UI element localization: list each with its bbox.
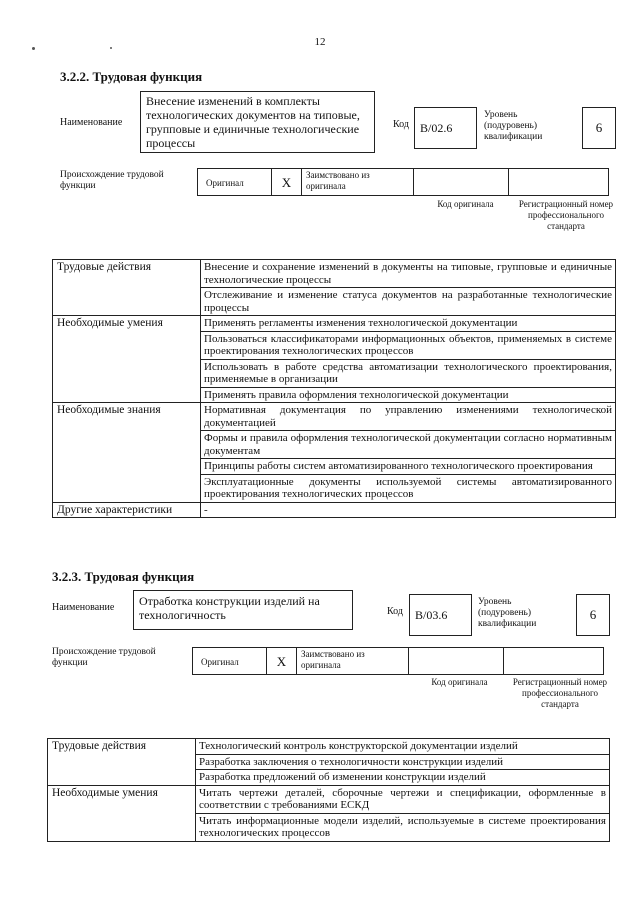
- borrowed-label-322: Заимствовано из оригинала: [302, 168, 414, 196]
- code-label-323: Код: [387, 606, 403, 617]
- row-item: Технологический контроль конструкторской документации изделий: [196, 739, 610, 755]
- row-item: Применять правила оформления технологической документации: [201, 387, 616, 403]
- row-header: Необходимые знания: [53, 403, 201, 503]
- code-value-323: В/03.6: [409, 594, 472, 636]
- original-label-322: Оригинал: [197, 168, 272, 196]
- row-header: Трудовые действия: [48, 739, 196, 786]
- original-mark-322: X: [272, 168, 302, 196]
- row-item: Разработка заключения о технологичности конструкции изделий: [196, 754, 610, 770]
- table-row: [48, 739, 610, 755]
- row-item: Пользоваться классификаторами информационных объектов, применяемых в системе проектирования технологических процессов: [201, 331, 616, 359]
- name-value-322: Внесение изменений в комплекты технологических документов на типовые, групповые и единичные технологические процессы: [140, 91, 375, 153]
- reg-number-cell-323: [504, 647, 604, 675]
- row-item: Использовать в работе средства автоматизации технологического проектирования, применяемые в организации: [201, 359, 616, 387]
- table-row: [53, 502, 616, 518]
- name-label-323: Наименование: [52, 602, 115, 613]
- scan-mark: [110, 47, 112, 49]
- table-row: [53, 403, 616, 431]
- row-item: Отслеживание и изменение статуса документов на разработанные технологические процессы: [201, 288, 616, 316]
- row-header: Другие характеристики: [53, 502, 201, 518]
- code-original-label-322: Код оригинала: [437, 199, 494, 209]
- row-item: Эксплуатационные документы используемой системы автоматизированного проектирования технологических процессов: [201, 474, 616, 502]
- function-table-322: [52, 259, 616, 518]
- reg-number-label-323: Регистрационный номер профессионального стандарта: [512, 677, 608, 709]
- row-header: Трудовые действия: [53, 260, 201, 316]
- code-original-cell-322: [414, 168, 509, 196]
- code-original-label-323: Код оригинала: [431, 677, 488, 687]
- row-item: Принципы работы систем автоматизированного технологического проектирования: [201, 459, 616, 475]
- table-row: [53, 260, 616, 288]
- row-item: Формы и правила оформления технологической документации согласно нормативным документам: [201, 431, 616, 459]
- level-value-323: 6: [576, 594, 610, 636]
- row-header: Необходимые умения: [48, 785, 196, 841]
- row-item: Читать информационные модели изделий, используемые в системе проектирования технологических процессов: [196, 813, 610, 841]
- original-mark-323: X: [267, 647, 297, 675]
- table-row: [53, 316, 616, 332]
- origin-table-323: [192, 647, 604, 675]
- name-value-323: Отработка конструкции изделий на технологичность: [133, 590, 353, 630]
- original-label-323: Оригинал: [192, 647, 267, 675]
- reg-number-label-322: Регистрационный номер профессионального стандарта: [518, 199, 614, 231]
- code-label-322: Код: [393, 119, 409, 130]
- row-header: Необходимые умения: [53, 316, 201, 403]
- level-label-323: Уровень (подуровень) квалификации: [478, 597, 537, 629]
- origin-table-322: [197, 168, 609, 196]
- code-value-322: В/02.6: [414, 107, 477, 149]
- row-item: Разработка предложений об изменении конструкции изделий: [196, 770, 610, 786]
- page-number: 12: [314, 36, 326, 48]
- level-label-322: Уровень (подуровень) квалификации: [484, 110, 543, 142]
- row-item: -: [201, 502, 616, 518]
- row-item: Нормативная документация по управлению изменениями технологической документацией: [201, 403, 616, 431]
- origin-label-323: Происхождение трудовой функции: [52, 647, 156, 668]
- name-label-322: Наименование: [60, 117, 123, 128]
- code-original-cell-323: [409, 647, 504, 675]
- reg-number-cell-322: [509, 168, 609, 196]
- function-table-323: [47, 738, 610, 842]
- row-item: Внесение и сохранение изменений в документы на типовые, групповые и единичные технологические процессы: [201, 260, 616, 288]
- scan-mark: [32, 47, 35, 50]
- borrowed-label-323: Заимствовано из оригинала: [297, 647, 409, 675]
- row-item: Читать чертежи деталей, сборочные чертежи и спецификации, оформленные в соответствии с требованиями ЕСКД: [196, 785, 610, 813]
- section-title-323: 3.2.3. Трудовая функция: [52, 569, 195, 584]
- row-item: Применять регламенты изменения технологической документации: [201, 316, 616, 332]
- table-row: [48, 785, 610, 813]
- section-title-322: 3.2.2. Трудовая функция: [60, 69, 203, 84]
- origin-label-322: Происхождение трудовой функции: [60, 170, 164, 191]
- level-value-322: 6: [582, 107, 616, 149]
